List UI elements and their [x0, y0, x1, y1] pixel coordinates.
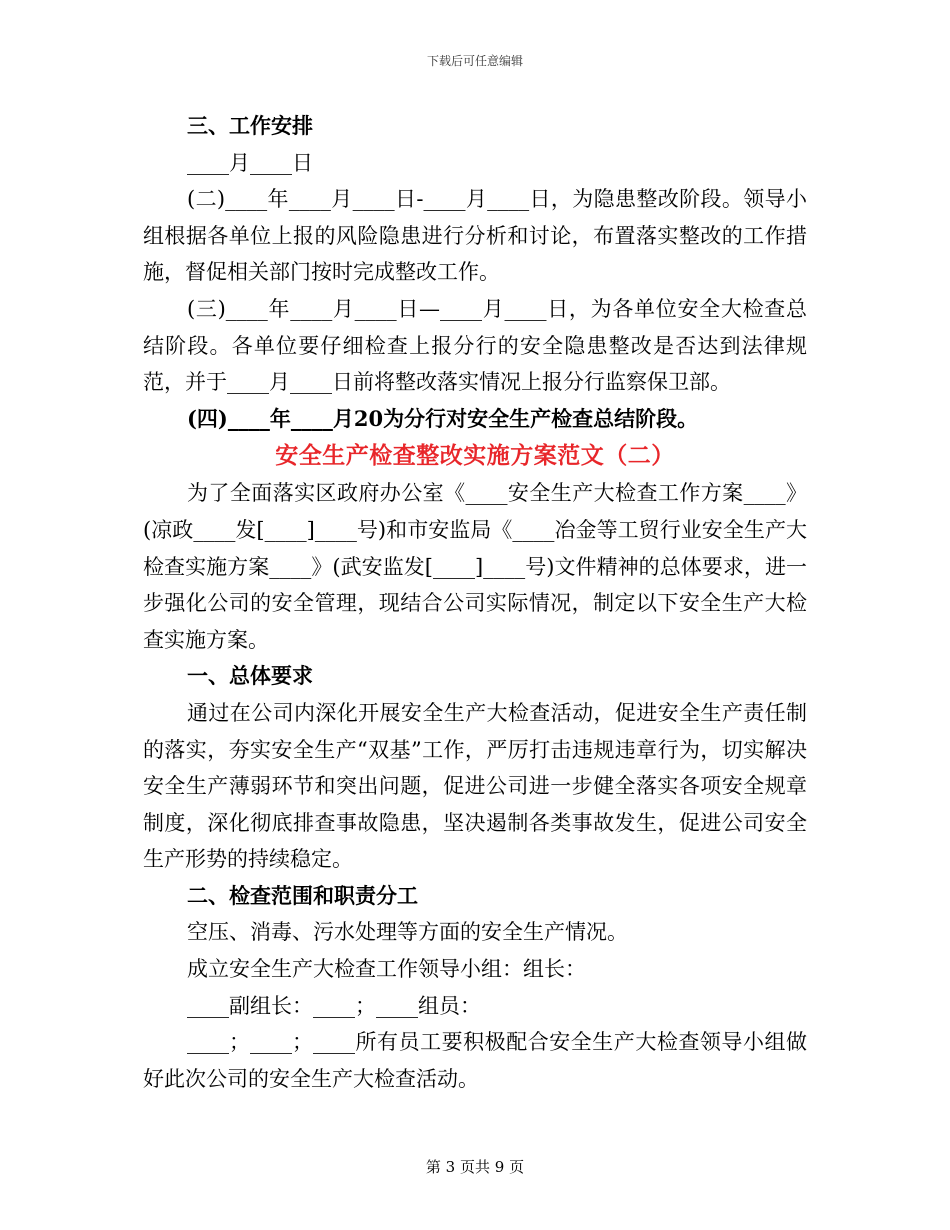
paragraph-deputy-members: ____副组长：____；____组员：	[187, 993, 481, 1018]
page-footer: 第 3 页共 9 页	[425, 1158, 525, 1176]
paragraph-phase-four: (四)____年____月20为分行对安全生产检查总结阶段。	[187, 405, 699, 431]
paragraph-scope: 空压、消毒、污水处理等方面的安全生产情况。	[187, 920, 628, 945]
paragraph-phase-two: (二)____年____月____日-____月____日，为隐患整改阶段。领导小组根据各单位上报的风险隐患进行分析和讨论，布置落实整改的工作措施，督促相关部门按时完成整改工作。	[143, 187, 807, 285]
page-header: 下载后可任意编辑	[426, 54, 523, 68]
paragraph-phase-three: (三)____年____月____日—____月____日，为各单位安全大检查总结阶段。各单位要仔细检查上报分行的安全隐患整改是否达到法律规范，并于____月____日前将整改落实情况上报分行监察保卫部。	[143, 296, 807, 395]
section-heading-work-arrangement: 三、工作安排	[187, 113, 313, 138]
paragraph-general-requirements: 通过在公司内深化开展安全生产大检查活动，促进安全生产责任制的落实，夯实安全生产“双基”工作，严厉打击违规违章行为，切实解决安全生产薄弱环节和突出问题，促进公司进一步健全落实各项安全规章制度，深化彻底排查事故隐患，坚决遏制各类事故发生，促进公司安全生产形势的持续稳定。	[143, 700, 807, 872]
document-title: 安全生产检查整改实施方案范文（二）	[275, 442, 675, 470]
document-body	[143, 108, 807, 1097]
paragraph-date-blank: ____月____日	[187, 150, 313, 175]
section-heading-scope-and-duties: 二、检查范围和职责分工	[187, 882, 418, 908]
section-heading-general-requirements: 一、总体要求	[187, 663, 313, 689]
paragraph-all-staff: ____；____；____所有员工要积极配合安全生产大检查领导小组做好此次公司的安全生产大检查活动。	[143, 1030, 807, 1091]
paragraph-leadership-group: 成立安全生产大检查工作领导小组：组长：	[187, 957, 586, 982]
paragraph-intro: 为了全面落实区政府办公室《____安全生产大检查工作方案____》(凉政____发[____]____号)和市安监局《____冶金等工贸行业安全生产大检查实施方案____》(武安监发[____]____号)文件精神的总体要求，进一步强化公司的安全管理，现结合公司实际情况，制定以下安全生产大检查实施方案。	[143, 481, 807, 652]
